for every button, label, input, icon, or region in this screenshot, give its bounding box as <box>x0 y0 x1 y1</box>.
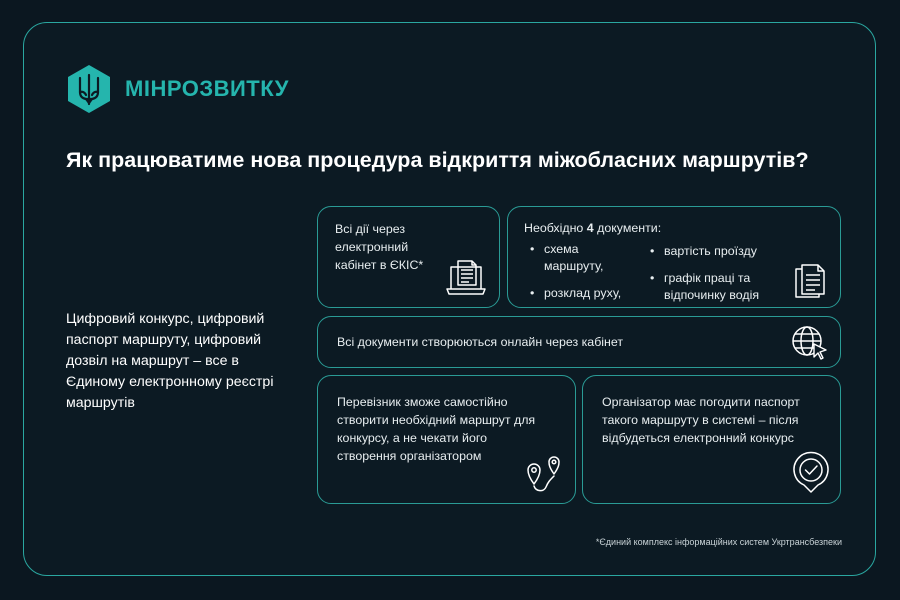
documents-intro-before: Необхідно <box>524 221 587 235</box>
card-cabinet-text: Всі дії через електронний кабінет в ЄКІС* <box>335 222 424 272</box>
card-online <box>317 316 841 368</box>
card-cabinet <box>317 206 500 308</box>
documents-intro-after: документи: <box>593 221 662 235</box>
globe-cursor-icon <box>790 324 828 360</box>
card-carrier <box>317 375 576 504</box>
footnote: *Єдиний комплекс інформаційних систем Укртрансбезпеки <box>595 537 842 547</box>
list-item: • схема маршруту, <box>530 241 630 275</box>
route-pins-icon <box>524 454 564 496</box>
brand-name: МІНРОЗВИТКУ <box>125 76 289 101</box>
documents-count: 4 <box>586 221 594 235</box>
list-item: • графік праці та відпочинку водія <box>650 270 785 304</box>
trident-hexagon-icon <box>66 64 112 114</box>
card-documents <box>507 206 841 308</box>
documents-list-right <box>650 243 785 314</box>
list-item: • розклад руху, <box>530 285 630 302</box>
card-organizer-text: Організатор має погодити паспорт такого маршруту в системі – після відбудеться електронний конкурс <box>602 395 800 445</box>
documents-list-left <box>530 241 630 312</box>
lead-text: Цифровий конкурс, цифровий паспорт маршруту, цифровий дозвіл на маршрут – все в Єдиному електронному реєстрі маршрутів <box>66 311 274 411</box>
page-title: Як працюватиме нова процедура відкриття міжобласних маршрутів? <box>66 148 809 172</box>
check-badge-icon <box>791 450 831 496</box>
card-online-text: Всі документи створюються онлайн через кабінет <box>337 335 624 349</box>
card-carrier-text: Перевізник зможе самостійно створити необхідний маршрут для конкурсу, а не чекати його створення організатором <box>337 395 536 463</box>
laptop-document-icon <box>446 259 486 297</box>
documents-intro <box>524 219 824 237</box>
card-organizer <box>582 375 841 504</box>
list-item: • вартість проїзду <box>650 243 785 260</box>
documents-icon <box>791 260 829 298</box>
